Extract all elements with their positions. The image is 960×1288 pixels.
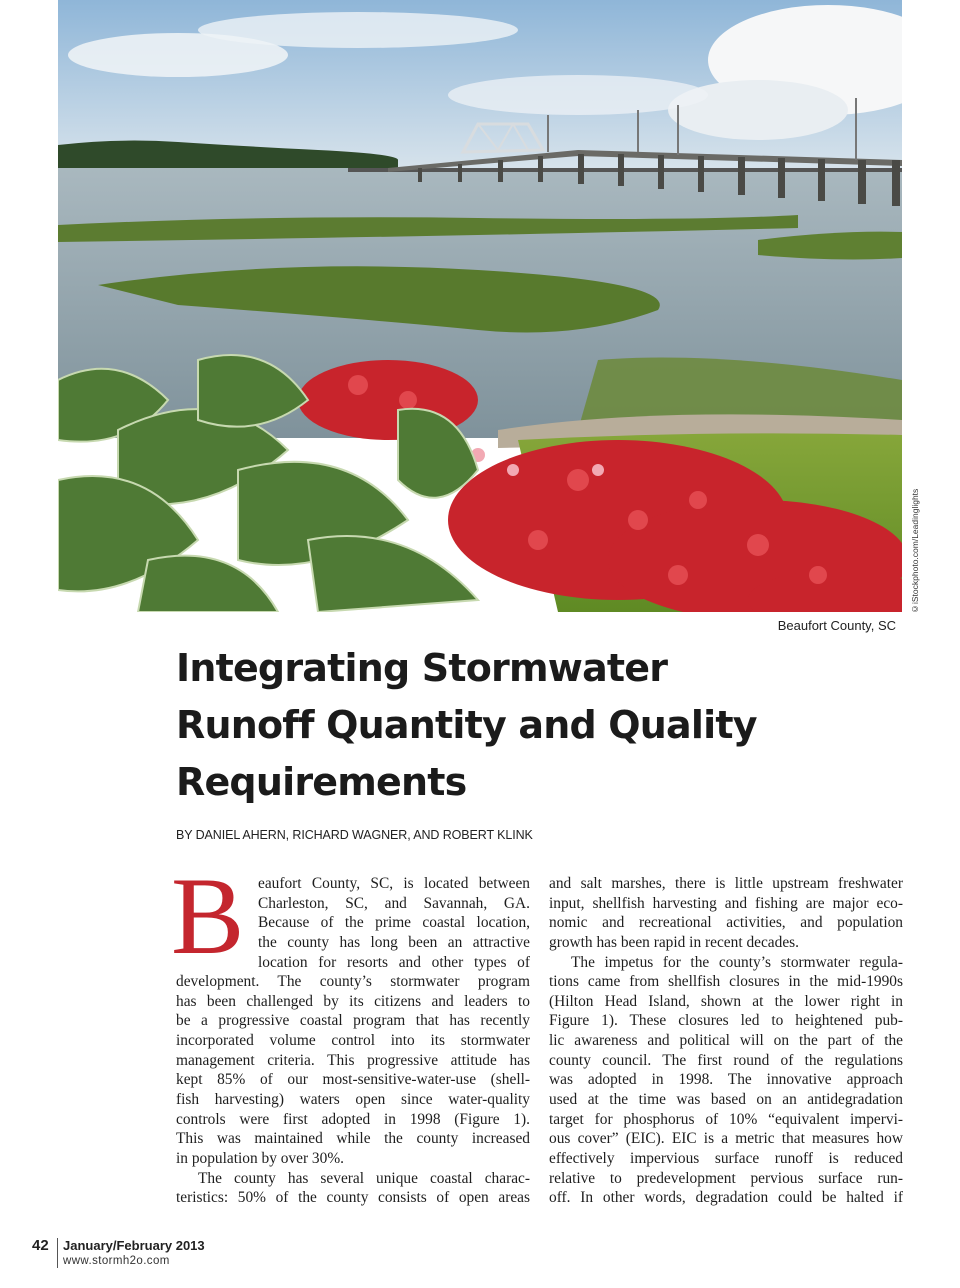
text-line: teristics: 50% of the county consists of open areas [176,1189,530,1207]
text-line: has been challenged by its citizens and leaders to [176,992,530,1010]
text-line: The county has several unique coastal charac- [198,1169,530,1187]
text-line: nomic and recreational activities, and population [549,914,903,932]
text-line: Because of the prime coastal location, [258,914,530,932]
website-url: www.stormh2o.com [63,1255,170,1267]
text-line: Figure 1). These closures led to heightened pub- [549,1012,903,1030]
text-line: used at the time was based on an antidegradation [549,1091,903,1109]
text-line: growth has been rapid in recent decades. [549,933,799,951]
text-line: (Hilton Head Island, shown at the lower right in [549,992,903,1010]
text-line: effectively impervious surface runoff is reduced [549,1149,903,1167]
photo-caption: Beaufort County, SC [777,618,896,633]
text-line: target for phosphorus of 10% “equivalent impervi- [549,1110,903,1128]
byline: BY DANIEL AHERN, RICHARD WAGNER, AND ROBERT KLINK [176,828,533,842]
text-line: in population by over 30%. [176,1149,344,1167]
text-line: This was maintained while the county increased [176,1130,530,1148]
page-number: 42 [32,1237,49,1254]
article-title [176,640,876,811]
text-line: kept 85% of our most-sensitive-water-use (shell- [176,1071,530,1089]
text-line: tions came from shellfish closures in the mid-1990s [549,973,903,991]
text-line: Charleston, SC, and Savannah, GA. [258,894,530,912]
hero-photo [58,0,902,612]
text-line: management criteria. This progressive attitude has [176,1051,530,1069]
text-line: development. The county’s stormwater program [176,973,530,991]
text-line: location for resorts and other types of [258,953,530,971]
text-line: controls were first adopted in 1998 (Figure 1). [176,1110,530,1128]
body-column-right [549,874,903,1208]
text-line: incorporated volume control into its stormwater [176,1032,530,1050]
text-line: input, shellfish harvesting and fishing are major eco- [549,894,903,912]
drop-cap: B [171,855,245,977]
text-line: the county has long been an attractive [258,933,530,951]
text-line: The impetus for the county’s stormwater regula- [571,953,903,971]
text-line: be a progressive coastal program that has recently [176,1012,530,1030]
text-line: relative to predevelopment pervious surface run- [549,1169,903,1187]
text-line: fish harvesting) waters open since water-quality [176,1091,530,1109]
footer-divider [57,1238,58,1268]
text-line: ous cover” (EIC). EIC is a metric that measures how [549,1130,903,1148]
text-line: and salt marshes, there is little upstream freshwater [549,875,903,892]
photo-credit: ©iStockphoto.com/Leadinglights [910,488,920,614]
title-line: Integrating Stormwater [176,646,668,690]
text-line: was adopted in 1998. The innovative approach [549,1071,903,1089]
issue-date: January/February 2013 [63,1238,205,1253]
text-line: lic awareness and political will on the part of the [549,1032,903,1050]
title-line: Requirements [176,760,467,804]
text-line: eaufort County, SC, is located between [258,875,530,892]
text-line: off. In other words, degradation could be halted if [549,1189,903,1207]
text-line: county council. The first round of the regulations [549,1051,903,1069]
title-line: Runoff Quantity and Quality [176,703,757,747]
body-column-left [176,874,530,1208]
beaufort-landscape-image [58,0,902,612]
